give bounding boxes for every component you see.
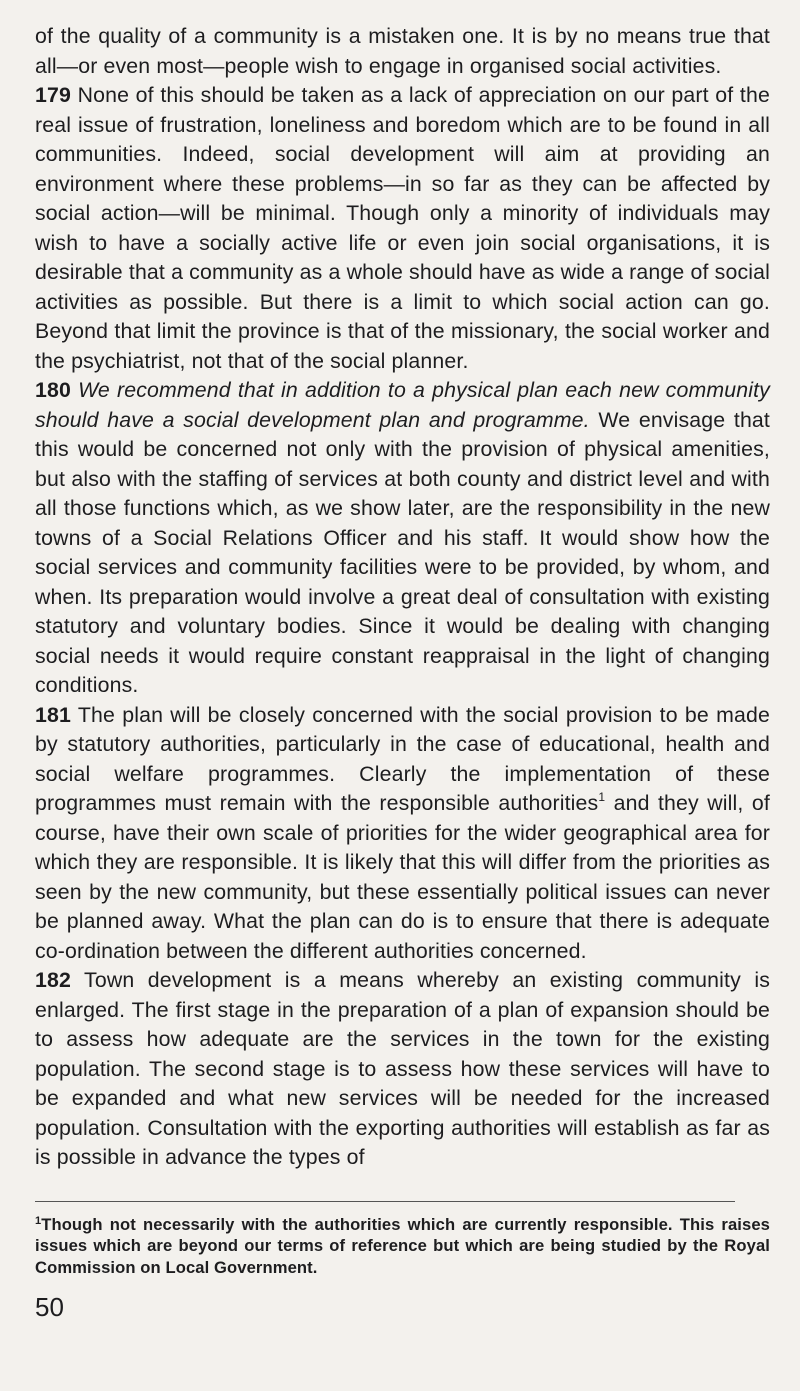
paragraph-180 [35,376,770,701]
page-number: 50 [35,1292,64,1322]
footnote-reference: 1 [598,790,606,804]
footnote [35,1214,770,1279]
paragraph-181-text-a: The plan will be closely concerned with the social provision to be made by statutory authorities, particularly in the case of educational, health and social welfare programmes. Clearly the implementation of these programmes must remain with the responsible authorities [35,702,770,815]
paragraph-181-text-b: and they will, of course, have their own scale of priorities for the wider geographical area for which they are responsible. It is likely that this will differ from the priorities as seen by the new community, but these essentially political issues can never be planned away. What the plan can do is to ensure that there is adequate co-ordination between the different authorities concerned. [35,791,770,963]
body-text [35,22,770,1173]
recommendation-text: We recommend that in addition to a physical plan each new community should have a social development plan and programme. [35,378,770,432]
footnote-text: Though not necessarily with the authorities which are currently responsible. This raises issues which are beyond our terms of reference but which are being studied by the Royal Commission on Local Government. [35,1214,770,1277]
paragraph-182-text: Town development is a means whereby an existing community is enlarged. The first stage in the preparation of a plan of expansion should be to assess how adequate are the services in the town for the existing population. The second stage is to assess how these services will have to be expanded and what new services will be needed for the increased population. Consultation with the exporting authorities will establish as far as is possible in advance the types of [35,968,770,1169]
paragraph-181 [35,701,770,967]
paragraph-179-text: None of this should be taken as a lack of appreciation on our part of the real issue of frustration, loneliness and boredom which are to be found in all communities. Indeed, social development will aim at providing an environment where these problems—in so far as they can be affected by social action—will be minimal. Though only a minority of individuals may wish to have a socially active life or even join social organisations, it is desirable that a community as a whole should have as wide a range of social activities as possible. But there is a limit to which social action can go. Beyond that limit the province is that of the missionary, the social worker and the psychiatrist, not that of the social planner. [35,83,770,373]
paragraph-number: 180 [35,378,71,402]
paragraph-180-text: We envisage that this would be concerned not only with the provision of physical amenities, but also with the staffing of services at both county and district level and with all those functions which, as we show later, are the responsibility in the new towns of a Social Relations Officer and his staff. It would show how the social services and community facilities were to be provided, by whom, and when. Its preparation would involve a great deal of consultation with existing statutory and voluntary bodies. Since it would be dealing with changing social needs it would require constant reappraisal in the light of changing conditions. [35,407,770,697]
footnote-marker: 1 [35,1214,42,1227]
paragraph-179 [35,81,770,376]
footnote-divider [35,1201,735,1202]
paragraph-number: 179 [35,83,71,107]
paragraph-continued [35,22,770,81]
paragraph-continued-text: of the quality of a community is a mistaken one. It is by no means true that all—or even most—people wish to engage in organised social activities. [35,24,770,78]
paragraph-number: 182 [35,968,71,992]
paragraph-number: 181 [35,702,71,727]
paragraph-182 [35,966,770,1173]
